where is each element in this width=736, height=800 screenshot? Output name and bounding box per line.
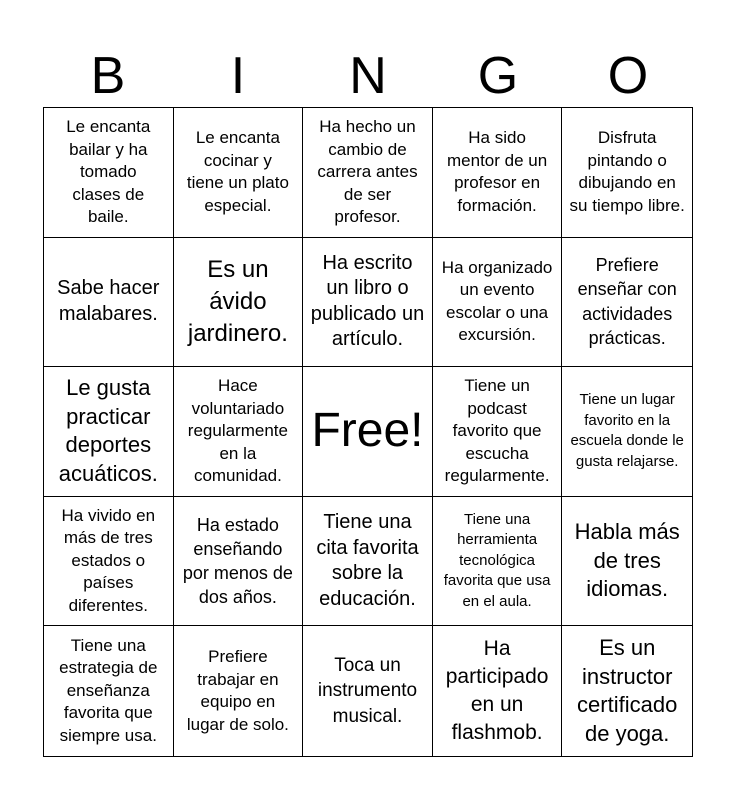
bingo-board xyxy=(43,107,693,757)
cell-text: Hace voluntariado regularmente en la comunidad. xyxy=(187,376,288,486)
header-letter-n: N xyxy=(349,47,387,105)
cell-text: Ha vivido en más de tres estados o países diferentes. xyxy=(61,505,156,615)
bingo-cell[interactable] xyxy=(303,108,433,238)
bingo-cell[interactable] xyxy=(433,367,563,497)
cell-text: Ha estado enseñando por menos de dos años. xyxy=(182,515,293,608)
bingo-cell[interactable] xyxy=(303,238,433,368)
bingo-cell[interactable] xyxy=(44,367,174,497)
bingo-cell-free[interactable] xyxy=(303,367,433,497)
bingo-cell[interactable] xyxy=(174,238,304,368)
cell-text: Es un ávido jardinero. xyxy=(187,255,288,347)
bingo-cell[interactable] xyxy=(44,497,174,627)
bingo-cell[interactable] xyxy=(433,626,563,756)
cell-text: Tiene una cita favorita sobre la educación. xyxy=(316,511,419,610)
bingo-cell[interactable] xyxy=(433,108,563,238)
cell-text: Disfruta pintando o dibujando en su tiempo libre. xyxy=(569,128,685,215)
bingo-header xyxy=(43,44,693,108)
cell-text: Ha organizado un evento escolar o una excursión. xyxy=(441,257,553,345)
header-letter-o: O xyxy=(607,47,649,105)
bingo-cell[interactable] xyxy=(562,497,692,627)
header-letter-b: B xyxy=(90,47,126,105)
bingo-cell[interactable] xyxy=(433,497,563,627)
cell-text: Toca un instrumento musical. xyxy=(317,654,418,727)
bingo-cell[interactable] xyxy=(562,238,692,368)
bingo-cell[interactable] xyxy=(562,367,692,497)
cell-text: Ha hecho un cambio de carrera antes de ser profesor. xyxy=(317,117,418,227)
bingo-cell[interactable] xyxy=(174,497,304,627)
bingo-cell[interactable] xyxy=(562,626,692,756)
bingo-cell[interactable] xyxy=(174,108,304,238)
bingo-cell[interactable] xyxy=(174,626,304,756)
cell-text: Habla más de tres idiomas. xyxy=(574,519,680,602)
cell-text: Le gusta practicar deportes acuáticos. xyxy=(58,375,158,486)
bingo-cell[interactable] xyxy=(303,626,433,756)
cell-text: Ha participado en un flashmob. xyxy=(445,637,549,745)
bingo-cell[interactable] xyxy=(303,497,433,627)
bingo-cell[interactable] xyxy=(562,108,692,238)
cell-text: Le encanta cocinar y tiene un plato especial. xyxy=(186,128,289,215)
cell-text: Ha sido mentor de un profesor en formación. xyxy=(447,128,548,215)
cell-text: Tiene una estrategia de enseñanza favorita que siempre usa. xyxy=(59,635,158,745)
bingo-cell[interactable] xyxy=(433,238,563,368)
header-letter-g: G xyxy=(477,47,519,105)
bingo-cell[interactable] xyxy=(174,367,304,497)
bingo-cell[interactable] xyxy=(44,108,174,238)
free-space-label: Free! xyxy=(311,404,424,458)
cell-text: Sabe hacer malabares. xyxy=(57,277,160,325)
cell-text: Prefiere enseñar con actividades prácticas. xyxy=(577,254,677,349)
bingo-cell[interactable] xyxy=(44,238,174,368)
cell-text: Le encanta bailar y ha tomado clases de baile. xyxy=(66,117,151,227)
cell-text: Tiene un lugar favorito en la escuela donde le gusta relajarse. xyxy=(570,391,684,470)
cell-text: Es un instructor certificado de yoga. xyxy=(577,635,678,746)
cell-text: Prefiere trabajar en equipo en lugar de solo. xyxy=(186,647,289,734)
cell-text: Tiene una herramienta tecnológica favorita que usa en el aula. xyxy=(443,510,551,610)
cell-text: Ha escrito un libro o publicado un artículo. xyxy=(310,251,425,351)
cell-text: Tiene un podcast favorito que escucha regularmente. xyxy=(444,376,550,486)
bingo-cell[interactable] xyxy=(44,626,174,756)
header-letter-i: I xyxy=(230,47,246,105)
